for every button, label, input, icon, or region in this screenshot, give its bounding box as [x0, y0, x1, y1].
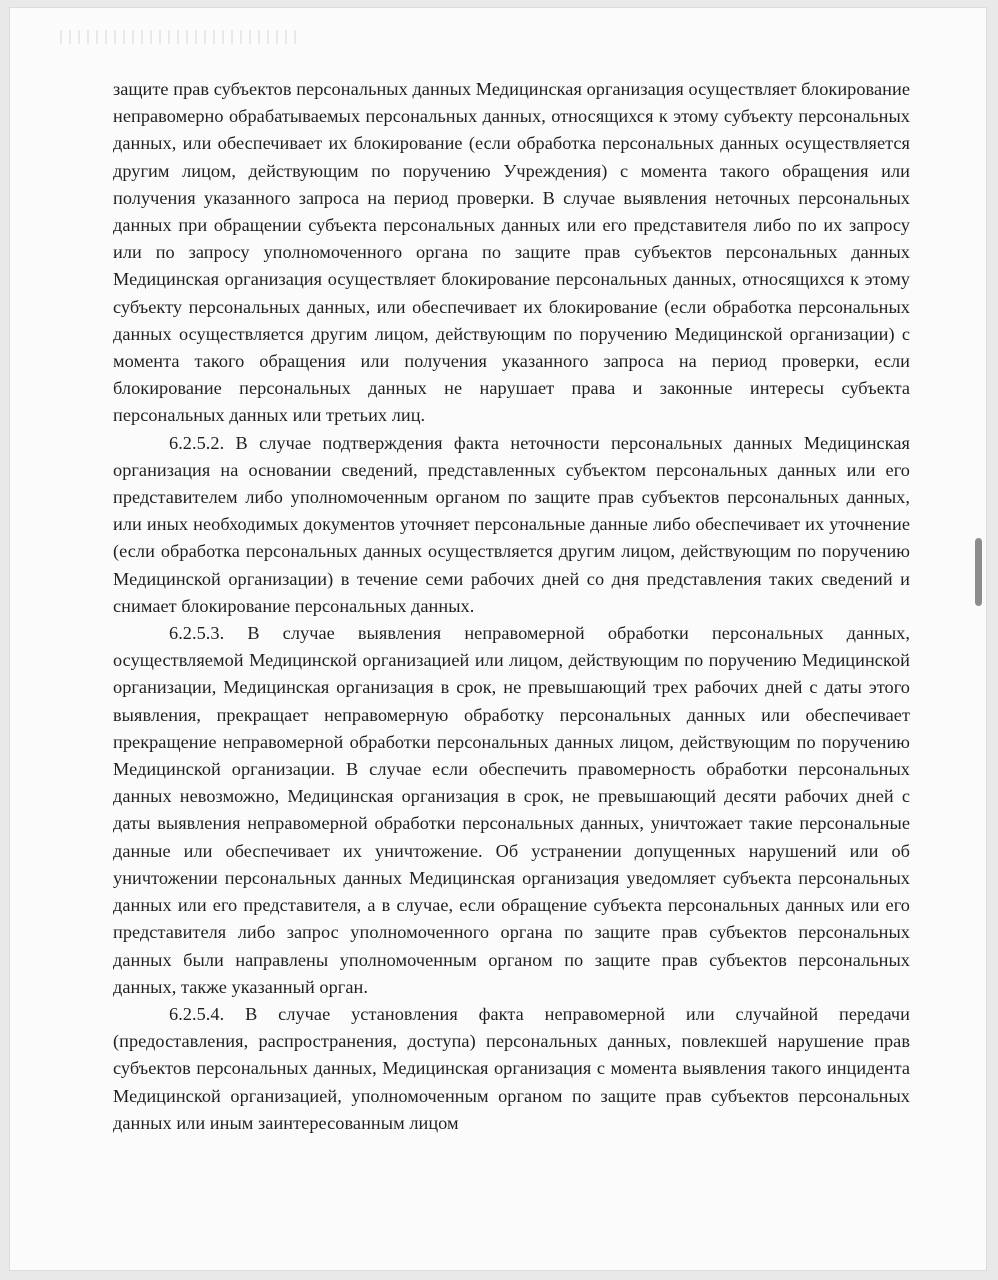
scrollbar-thumb[interactable]: [975, 538, 982, 606]
document-body: [113, 76, 910, 1137]
paragraph-continuation: защите прав субъектов персональных данных Медицинская организация осуществляет блокирование неправомерно обрабатываемых персональных данных, относящихся к этому субъекту персональных данных, или обеспечивает их блокирование (если обработка персональных данных осуществляется другим лицом, действующим по поручению Учреждения) с момента такого обращения или получения указанного запроса на период проверки. В случае выявления неточных персональных данных при обращении субъекта персональных данных или его представителя либо по их запросу или по запросу уполномоченного органа по защите прав субъектов персональных данных Медицинская организация осуществляет блокирование персональных данных, относящихся к этому субъекту персональных данных, или обеспечивает их блокирование (если обработка персональных данных осуществляется другим лицом, действующим по поручению Медицинской организации) с момента такого обращения или получения указанного запроса на период проверки, если блокирование персональных данных не нарушает права и законные интересы субъекта персональных данных или третьих лиц.: [113, 79, 910, 426]
scan-artifact: [60, 30, 300, 44]
scanned-page: [10, 8, 986, 1270]
paragraph-6-2-5-4: 6.2.5.4. В случае установления факта неправомерной или случайной передачи (предоставления, распространения, доступа) персональных данных, повлекшей нарушение прав субъектов персональных данных, Медицинская организация с момента выявления такого инцидента Медицинской организацией, уполномоченным органом по защите прав субъектов персональных данных или иным заинтересованным лицом: [113, 1003, 910, 1133]
paragraph-6-2-5-2: 6.2.5.2. В случае подтверждения факта неточности персональных данных Медицинская организация на основании сведений, представленных субъектом персональных данных или его представителем либо уполномоченным органом по защите прав субъектов персональных данных, или иных необходимых документов уточняет персональные данные либо обеспечивает их уточнение (если обработка персональных данных осуществляется другим лицом, действующим по поручению Медицинской организации) в течение семи рабочих дней со дня представления таких сведений и снимает блокирование персональных данных.: [113, 432, 910, 616]
paragraph-6-2-5-3: 6.2.5.3. В случае выявления неправомерной обработки персональных данных, осуществляемой Медицинской организацией или лицом, действующим по поручению Медицинской организации, Медицинская организация в срок, не превышающий трех рабочих дней с даты этого выявления, прекращает неправомерную обработку персональных данных или обеспечивает прекращение неправомерной обработки персональных данных лицом, действующим по поручению Медицинской организации. В случае если обеспечить правомерность обработки персональных данных невозможно, Медицинская организация в срок, не превышающий десяти рабочих дней с даты выявления неправомерной обработки персональных данных, уничтожает такие персональные данные или обеспечивает их уничтожение. Об устранении допущенных нарушений или об уничтожении персональных данных Медицинская организация уведомляет субъекта персональных данных или его представителя, а в случае, если обращение субъекта персональных данных или его представителя либо запрос уполномоченного органа по защите прав субъектов персональных данных были направлены уполномоченным органом по защите прав субъектов персональных данных, также указанный орган.: [113, 623, 910, 997]
